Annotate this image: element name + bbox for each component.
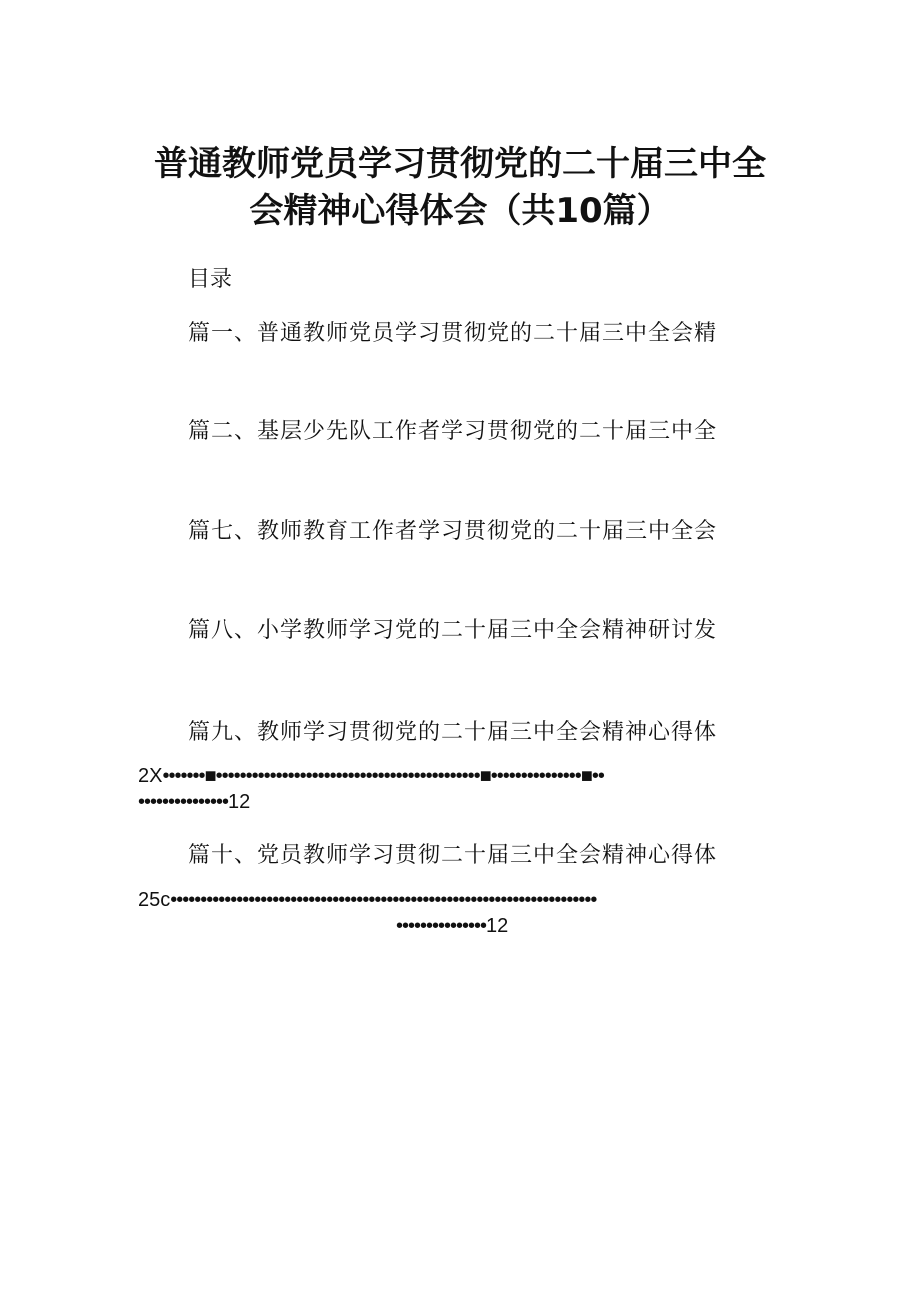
- document-title-line-1: 普通教师党员学习贯彻党的二十届三中全: [154, 144, 766, 184]
- toc-item-1[interactable]: 篇一、普通教师党员学习贯彻党的二十届三中全会精: [188, 321, 718, 346]
- toc-item-4[interactable]: 篇八、小学教师学习党的二十届三中全会精神研讨发: [188, 618, 718, 643]
- toc-leader-6-line-1: [138, 888, 782, 912]
- toc-leader-5-prefix: 2X: [138, 765, 163, 787]
- toc-leader-5-dots: •••••••■••••••••••••••••••••••••••••••••••••••••••••■•••••••••••••••■••: [162, 765, 604, 787]
- toc-leader-6-prefix: 25c: [138, 889, 171, 911]
- toc-leader-5-line-1: [138, 764, 780, 788]
- toc-item-3[interactable]: 篇七、教师教育工作者学习贯彻党的二十届三中全会: [188, 519, 718, 544]
- toc-page-number-5: 12: [228, 791, 251, 813]
- toc-leader-5-dots-2: •••••••••••••••: [138, 791, 229, 813]
- toc-item-5[interactable]: 篇九、教师学习贯彻党的二十届三中全会精神心得体: [188, 720, 718, 745]
- toc-item-6[interactable]: 篇十、党员教师学习贯彻二十届三中全会精神心得体: [188, 843, 718, 868]
- toc-item-2[interactable]: 篇二、基层少先队工作者学习贯彻党的二十届三中全: [188, 419, 718, 444]
- toc-leader-6-dots: •••••••••••••••••••••••••••••••••••••••••••••••••••••••••••••••••••••••: [170, 889, 597, 911]
- toc-heading: 目录: [188, 267, 233, 292]
- toc-leader-6-line-2: [396, 914, 536, 938]
- document-title-line-2: 会精神心得体会（共10篇）: [249, 191, 671, 231]
- toc-page-number-6: 12: [486, 915, 509, 937]
- toc-leader-6-dots-2: •••••••••••••••: [396, 915, 487, 937]
- toc-leader-5-line-2: [138, 790, 438, 814]
